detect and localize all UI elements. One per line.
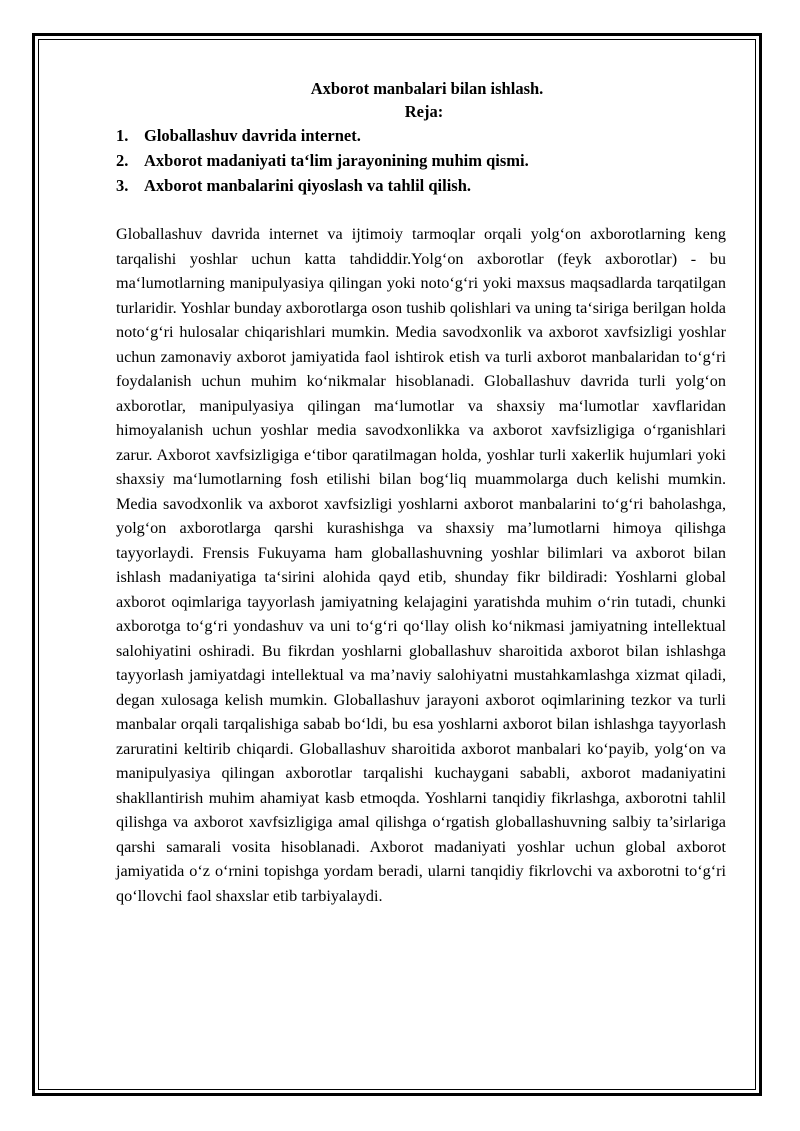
plan-item <box>116 173 726 198</box>
plan-item-text: Globallashuv davrida internet. <box>144 126 361 145</box>
plan-item-number: 3. <box>116 176 129 195</box>
plan-list <box>116 123 726 198</box>
plan-item <box>116 123 726 148</box>
plan-item-number: 1. <box>116 126 129 145</box>
plan-item-number: 2. <box>116 151 129 170</box>
plan-item-text: Axborot manbalarini qiyoslash va tahlil qilish. <box>144 176 472 195</box>
plan-item-text: Axborot madaniyati ta‘lim jarayonining muhim qismi. <box>144 151 529 170</box>
document-title: Axborot manbalari bilan ishlash. <box>310 79 544 98</box>
document-content <box>116 77 726 908</box>
plan-item <box>116 148 726 173</box>
plan-heading: Reja: <box>404 102 444 121</box>
body-paragraph: Globallashuv davrida internet va ijtimoiy tarmoqlar orqali yolg‘on axborotlarning keng tarqalishi yoshlar uchun katta tahdiddir.Yolg‘on axborotlar (feyk axborotlar) - bu ma‘lumotlarning manipulyasiya qilingan yoki noto‘g‘ri yoki maxsus maqsadlarda tarqatilgan turlaridir. Yoshlar bunday axborotlarga oson tushib qolishlari va uning ta‘siriga berilgan holda noto‘g‘ri hulosalar chiqarishlari mumkin. Media savodxonlik va axborot xavfsizligi yoshlar uchun zamonaviy axborot jamiyatida faol ishtirok etish va turli axborot manbalaridan to‘g‘ri foydalanish uchun muhim ko‘nikmalar hisoblanadi. Globallashuv davrida turli yolg‘on axborotlar, manipulyasiya qilingan ma‘lumotlar va shaxsiy ma‘lumotlar xavflaridan himoyalanish uchun yoshlar media savodxonlikka va axborot xavfsizligiga o‘rganishlari zarur. Axborot xavfsizligiga e‘tibor qaratilmagan holda, yoshlar turli xakerlik hujumlari yoki shaxsiy ma‘lumotlarning fosh etilishi bilan bog‘liq muammolarga duch kelishi mumkin. Media savodxonlik va axborot xavfsizligi yoshlarni axborot manbalarini to‘g‘ri baholashga, yolg‘on axborotlarga qarshi kurashishga va shaxsiy ma’lumotlarni himoya qilishga tayyorlaydi. Frensis Fukuyama ham globallashuvning yoshlar bilimlari va axborot bilan ishlash madaniyatiga ta‘sirini alohida qayd etib, shunday fikr bildiradi: Yoshlarni global axborot oqimlariga tayyorlash jamiyatning kelajagini yaratishda muhim o‘rin tutadi, chunki axborotga to‘g‘ri yondashuv va uni to‘g‘ri qo‘llay olish ko‘nikmasi jamiyatning intellektual salohiyatini oshiradi. Bu fikrdan yoshlarni globallashuv sharoitida axborot bilan ishlashga tayyorlash jamiyatdagi intellektual va ma’naviy salohiyatni mustahkamlashga xizmat qiladi, degan xulosaga kelish mumkin. Globallashuv jarayoni axborot oqimlarining tezkor va turli manbalar orqali tarqalishiga sabab bo‘ldi, bu esa yoshlarni axborot bilan ishlashga tayyorlash zaruratini keltirib chiqardi. Globallashuv sharoitida axborot manbalari ko‘payib, yolg‘on va manipulyasiya qilingan axborotlar tarqalishi kuchaygani sababli, axborot madaniyatini shakllantirish muhim ahamiyat kasb etmoqda. Yoshlarni tanqidiy fikrlashga, axborotni tahlil qilishga va axborot xavfsizligiga amal qilishga o‘rgatish globallashuvning salbiy ta’sirlariga qarshi samarali vosita hisoblanadi. Axborot madaniyati yoshlar uchun global axborot jamiyatida o‘z o‘rnini topishga yordam beradi, ularni tanqidiy fikrlovchi va axborotni to‘g‘ri qo‘llovchi faol shaxslar etib tarbiyalaydi. <box>116 225 726 905</box>
